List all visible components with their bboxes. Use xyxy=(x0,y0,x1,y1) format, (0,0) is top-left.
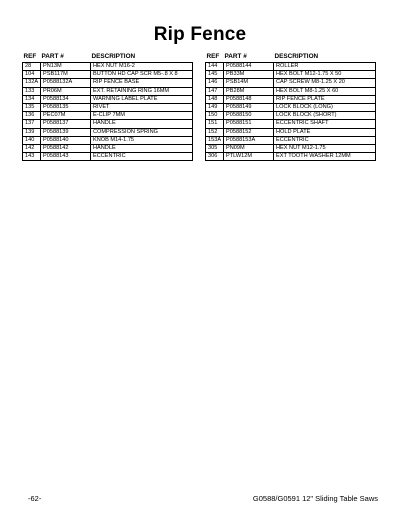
description-cell: ECCENTRIC xyxy=(91,153,193,161)
part-number-cell: PSB117M xyxy=(41,71,91,79)
column-header-ref: REF xyxy=(23,53,37,60)
ref-cell: 153A xyxy=(206,136,224,144)
part-number-cell: P0588151 xyxy=(224,120,274,128)
table-row xyxy=(206,104,376,112)
description-cell: RIP FENCE BASE xyxy=(91,79,193,87)
description-cell: CAP SCREW M8-1.25 X 20 xyxy=(274,79,376,87)
description-cell: HANDLE xyxy=(91,145,193,153)
part-number-cell: PB33M xyxy=(224,71,274,79)
table-row xyxy=(23,104,193,112)
part-number-cell: PEC07M xyxy=(41,112,91,120)
part-number-cell: P0588134 xyxy=(41,95,91,103)
table-row xyxy=(23,79,193,87)
table-row xyxy=(206,112,376,120)
part-number-cell: P0588139 xyxy=(41,128,91,136)
ref-cell: 146 xyxy=(206,79,224,87)
part-number-cell: P0588149 xyxy=(224,104,274,112)
part-number-cell: P0588137 xyxy=(41,120,91,128)
table-header-row xyxy=(23,52,193,63)
table-row xyxy=(206,87,376,95)
parts-table-left-body xyxy=(23,63,193,161)
table-row xyxy=(206,63,376,71)
description-cell: HEX BOLT M12-1.75 X 50 xyxy=(274,71,376,79)
page-title: Rip Fence xyxy=(153,24,247,45)
table-row xyxy=(23,145,193,153)
description-cell: BUTTON HD CAP SCR M5-.8 X 8 xyxy=(91,71,193,79)
part-number-cell: P0588132A xyxy=(41,79,91,87)
ref-cell: 28 xyxy=(23,63,41,71)
part-number-cell: PTLW12M xyxy=(224,153,274,161)
table-header-row xyxy=(206,52,376,63)
table-row xyxy=(206,95,376,103)
ref-cell: 104 xyxy=(23,71,41,79)
ref-cell: 145 xyxy=(206,71,224,79)
description-cell: RIVET xyxy=(91,104,193,112)
table-row xyxy=(23,112,193,120)
page-number: -62- xyxy=(28,494,42,503)
ref-cell: 305 xyxy=(206,145,224,153)
table-row xyxy=(206,145,376,153)
manual-title: G0588/G0591 12" Sliding Table Saws xyxy=(252,494,378,503)
part-number-cell: PSB14M xyxy=(224,79,274,87)
ref-cell: 143 xyxy=(23,153,41,161)
part-number-cell: PB28M xyxy=(224,87,274,95)
ref-cell: 134 xyxy=(23,95,41,103)
part-number-cell: P0588143 xyxy=(41,153,91,161)
ref-cell: 135 xyxy=(23,104,41,112)
part-number-cell: P0588142 xyxy=(41,145,91,153)
description-cell: ECCENTRIC xyxy=(274,136,376,144)
part-number-cell: P0588153A xyxy=(224,136,274,144)
table-row xyxy=(23,95,193,103)
ref-cell: 152 xyxy=(206,128,224,136)
table-row xyxy=(206,120,376,128)
part-number-cell: PN09M xyxy=(224,145,274,153)
part-number-cell: P0588144 xyxy=(224,63,274,71)
description-cell: LOCK BLOCK (SHORT) xyxy=(274,112,376,120)
parts-table-right-body xyxy=(206,63,376,161)
description-cell: HEX BOLT M8-1.25 X 60 xyxy=(274,87,376,95)
parts-table-left xyxy=(22,52,193,161)
table-row xyxy=(23,87,193,95)
ref-cell: 142 xyxy=(23,145,41,153)
ref-cell: 150 xyxy=(206,112,224,120)
description-cell: WARNING LABEL PLATE xyxy=(91,95,193,103)
column-header-description: DESCRIPTION xyxy=(274,53,319,60)
description-cell: LOCK BLOCK (LONG) xyxy=(274,104,376,112)
ref-cell: 147 xyxy=(206,87,224,95)
table-row xyxy=(23,136,193,144)
column-header-part: PART # xyxy=(41,53,64,60)
ref-cell: 139 xyxy=(23,128,41,136)
ref-cell: 151 xyxy=(206,120,224,128)
part-number-cell: PR06M xyxy=(41,87,91,95)
table-row xyxy=(206,128,376,136)
part-number-cell: P0588152 xyxy=(224,128,274,136)
description-cell: HOLD PLATE xyxy=(274,128,376,136)
part-number-cell: P0588135 xyxy=(41,104,91,112)
column-header-part: PART # xyxy=(224,53,247,60)
column-header-ref: REF xyxy=(206,53,220,60)
table-row xyxy=(23,128,193,136)
ref-cell: 148 xyxy=(206,95,224,103)
description-cell: ECCENTRIC SHAFT xyxy=(274,120,376,128)
description-cell: COMPRESSION SPRING xyxy=(91,128,193,136)
ref-cell: 136 xyxy=(23,112,41,120)
table-row xyxy=(206,79,376,87)
table-row xyxy=(206,153,376,161)
table-row xyxy=(206,136,376,144)
part-number-cell: P0588140 xyxy=(41,136,91,144)
description-cell: EXT. RETAINING RING 16MM xyxy=(91,87,193,95)
table-row xyxy=(206,71,376,79)
description-cell: HEX NUT M12-1.75 xyxy=(274,145,376,153)
ref-cell: 133 xyxy=(23,87,41,95)
ref-cell: 132A xyxy=(23,79,41,87)
part-number-cell: P0588150 xyxy=(224,112,274,120)
ref-cell: 140 xyxy=(23,136,41,144)
part-number-cell: P0588148 xyxy=(224,95,274,103)
column-header-description: DESCRIPTION xyxy=(91,53,136,60)
table-row xyxy=(23,63,193,71)
ref-cell: 306 xyxy=(206,153,224,161)
description-cell: HANDLE xyxy=(91,120,193,128)
description-cell: ROLLER xyxy=(274,63,376,71)
table-row xyxy=(23,120,193,128)
description-cell: RIP FENCE PLATE xyxy=(274,95,376,103)
description-cell: E-CLIP 7MM xyxy=(91,112,193,120)
parts-table-right xyxy=(205,52,376,161)
ref-cell: 144 xyxy=(206,63,224,71)
description-cell: KNOB M14-1.75 xyxy=(91,136,193,144)
table-row xyxy=(23,153,193,161)
ref-cell: 149 xyxy=(206,104,224,112)
description-cell: EXT TOOTH WASHER 12MM xyxy=(274,153,376,161)
ref-cell: 137 xyxy=(23,120,41,128)
part-number-cell: PN13M xyxy=(41,63,91,71)
description-cell: HEX NUT M16-2 xyxy=(91,63,193,71)
table-row xyxy=(23,71,193,79)
